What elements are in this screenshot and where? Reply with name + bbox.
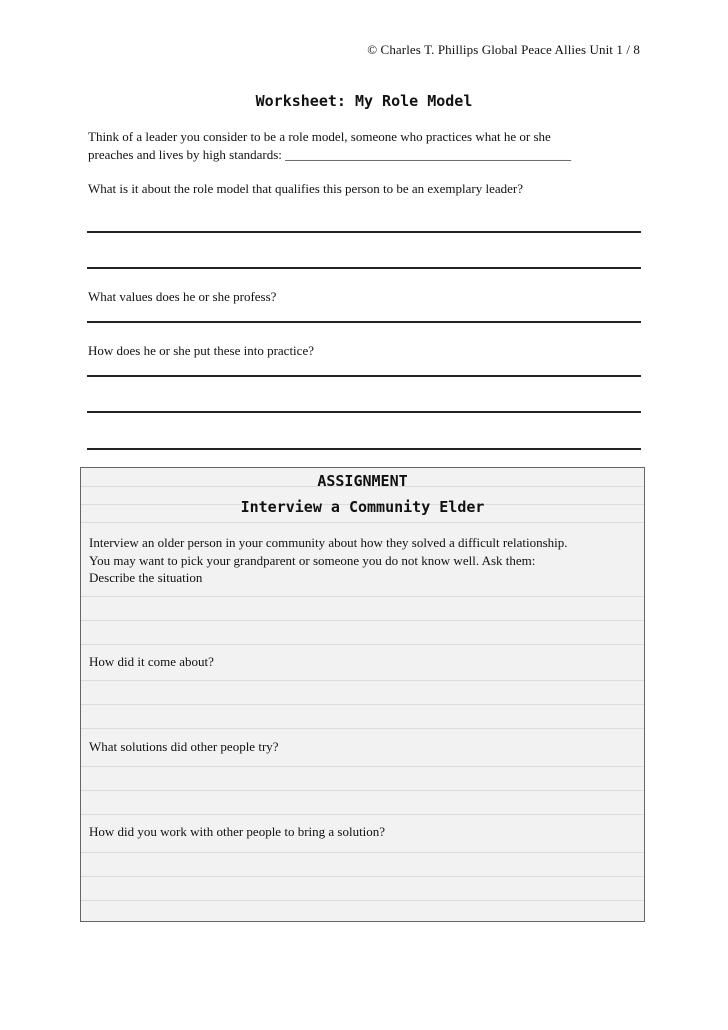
intro-line-2: preaches and lives by high standards: ____________________________________________ (88, 147, 572, 162)
row-divider (81, 644, 644, 645)
assignment-instruction-1: Interview an older person in your community about how they solved a difficult relationship. (89, 535, 568, 550)
question-practice: How does he or she put these into practice? (88, 343, 314, 358)
answer-line[interactable] (87, 321, 641, 323)
row-divider (81, 596, 644, 597)
assignment-heading: ASSIGNMENT (317, 472, 408, 490)
answer-line[interactable] (87, 231, 641, 233)
worksheet-title: Worksheet: My Role Model (255, 92, 473, 110)
prompt-how-it-came-about: How did it come about? (89, 654, 214, 669)
answer-line[interactable] (87, 267, 641, 269)
row-divider (81, 766, 644, 767)
answer-line[interactable] (87, 375, 641, 377)
row-divider (81, 814, 644, 815)
row-divider (81, 852, 644, 853)
copyright-header: © Charles T. Phillips Global Peace Allies Unit 1 / 8 (367, 42, 640, 57)
row-divider (81, 704, 644, 705)
row-divider (81, 876, 644, 877)
row-divider (81, 680, 644, 681)
row-divider (81, 728, 644, 729)
row-divider (81, 620, 644, 621)
row-divider (81, 790, 644, 791)
row-divider (81, 522, 644, 523)
row-divider (81, 900, 644, 901)
assignment-instruction-2: You may want to pick your grandparent or someone you do not know well. Ask them: (89, 553, 536, 568)
assignment-subheading: Interview a Community Elder (240, 498, 485, 516)
prompt-describe-situation: Describe the situation (89, 570, 203, 585)
assignment-box (80, 467, 645, 922)
answer-line[interactable] (87, 448, 641, 450)
question-values: What values does he or she profess? (88, 289, 277, 304)
prompt-solutions-tried: What solutions did other people try? (89, 739, 279, 754)
answer-line[interactable] (87, 411, 641, 413)
intro-line-1: Think of a leader you consider to be a role model, someone who practices what he or she (88, 129, 551, 144)
prompt-bring-solution: How did you work with other people to bring a solution? (89, 824, 386, 839)
question-qualifies-leader: What is it about the role model that qualifies this person to be an exemplary leader? (88, 181, 523, 196)
